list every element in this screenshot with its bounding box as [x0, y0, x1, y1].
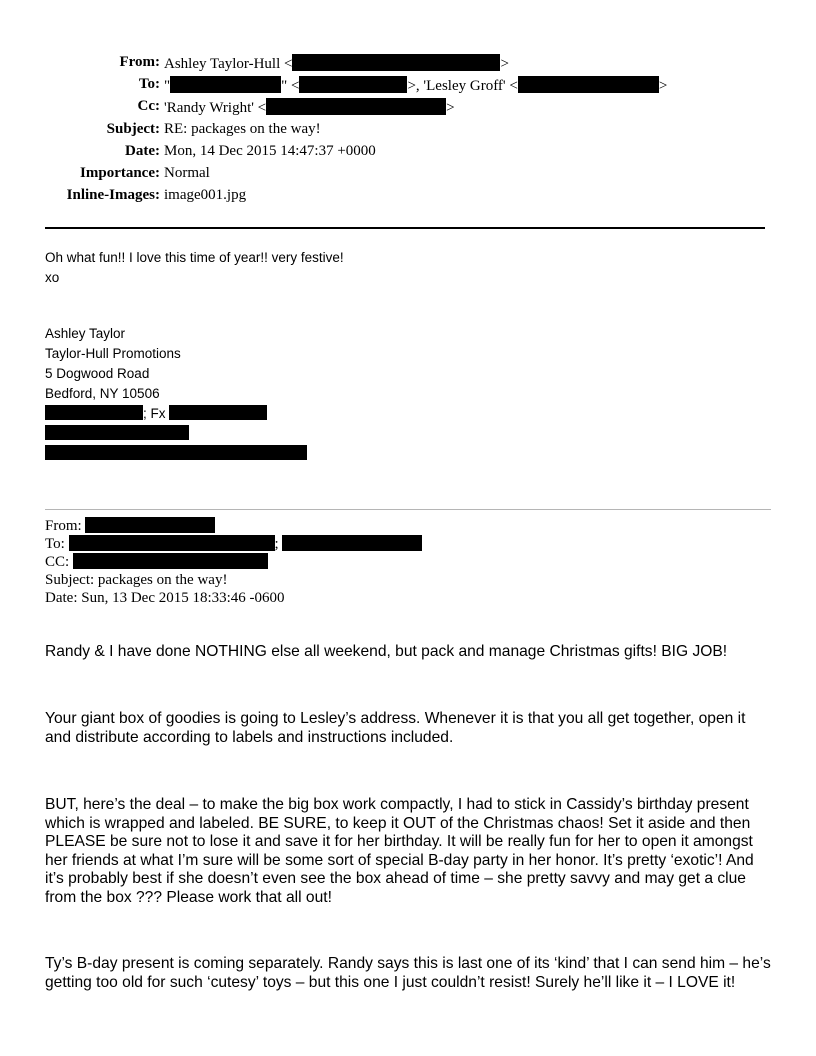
redacted-to-email	[299, 76, 407, 93]
signature-company: Taylor-Hull Promotions	[45, 346, 181, 361]
signature-city: Bedford, NY 10506	[45, 386, 160, 401]
signature-street: 5 Dogwood Road	[45, 366, 150, 381]
date-label: Date:	[125, 142, 160, 159]
date-value: Mon, 14 Dec 2015 14:47:37 +0000	[164, 142, 376, 159]
redacted-fwd-cc	[73, 553, 268, 569]
inline-images-value: image001.jpg	[164, 187, 247, 204]
signature-block	[45, 324, 307, 464]
header-inline-images-row	[0, 187, 816, 209]
header-divider	[45, 227, 765, 229]
fwd-to-semicolon: ;	[274, 536, 279, 552]
redacted-cc-email	[266, 98, 446, 115]
inline-images-label: Inline-Images:	[66, 187, 160, 204]
fwd-from-label: From:	[45, 518, 82, 534]
header-from-row	[0, 54, 816, 76]
fwd-subject: Subject: packages on the way!	[45, 572, 228, 588]
signature-name: Ashley Taylor	[45, 326, 126, 341]
header-subject-row	[0, 121, 816, 143]
reply-line-1: Oh what fun!! I love this time of year!! very festive!	[45, 250, 344, 265]
fwd-to-label: To:	[45, 536, 65, 552]
redacted-to-name	[170, 76, 281, 93]
fwd-date: Date: Sun, 13 Dec 2015 18:33:46 -0600	[45, 590, 285, 606]
fwd-cc-label: CC:	[45, 554, 70, 570]
forwarded-header	[45, 517, 422, 607]
subject-label: Subject:	[106, 120, 160, 137]
fwd-from-row	[45, 517, 422, 535]
header-cc-row	[0, 98, 816, 120]
from-gt: >	[500, 56, 509, 72]
email-header	[0, 54, 816, 209]
to-label: To:	[138, 76, 160, 93]
from-name: Ashley Taylor-Hull <	[164, 56, 293, 72]
to-quote-open: "	[164, 78, 171, 95]
from-label: From:	[119, 54, 160, 70]
redacted-fax	[169, 405, 267, 420]
signature-phone-row	[45, 404, 307, 424]
cc-name: 'Randy Wright' <	[164, 100, 267, 117]
reply-text	[45, 248, 344, 288]
redacted-from-email	[292, 54, 500, 71]
redacted-fwd-to-1	[69, 535, 275, 551]
importance-value: Normal	[164, 164, 210, 181]
header-importance-row	[0, 165, 816, 187]
body-paragraph-4: Ty’s B-day present is coming separately. Randy says this is last one of its ‘kind’ that I can send him – he’s getting too old for such ‘cutesy’ toys – but this one I just couldn’t resist! Surely he’ll like it – I LOVE it!	[45, 955, 771, 991]
redacted-signature-line-2	[45, 445, 307, 460]
signature-redacted-row-1	[45, 424, 307, 444]
body-paragraph-1: Randy & I have done NOTHING else all weekend, but pack and manage Christmas gifts! BIG JOB!	[45, 643, 728, 660]
body-paragraph-3: BUT, here’s the deal – to make the big box work compactly, I had to stick in Cassidy’s birthday present which is wrapped and labeled. BE SURE, to keep it OUT of the Christmas chaos! Set it aside and then PLEASE be sure not to lose it and save it for her birthday. It will be really fun for her to open it amongst her friends at what I’m sure will be some sort of special B-day party in her honor. It’s pretty ‘exotic’! And it’s probably best if she doesn’t even see the box ahead of time – she pretty savvy and may get a clue from the box ??? Please work that all out!	[45, 796, 754, 906]
header-date-row	[0, 143, 816, 165]
redacted-phone	[45, 405, 143, 420]
forward-divider	[45, 509, 771, 510]
redacted-signature-line-1	[45, 425, 189, 440]
to-mid: >, 'Lesley Groff' <	[407, 78, 518, 95]
reply-line-2: xo	[45, 270, 60, 285]
redacted-lesley-email	[518, 76, 659, 93]
cc-label: Cc:	[137, 98, 160, 115]
cc-gt: >	[446, 100, 455, 117]
redacted-fwd-from	[85, 517, 215, 533]
fwd-cc-row	[45, 553, 422, 571]
body-paragraph-2: Your giant box of goodies is going to Lesley’s address. Whenever it is that you all get together, open it and distribute according to labels and instructions included.	[45, 710, 746, 746]
fwd-to-row	[45, 535, 422, 553]
redacted-fwd-to-2	[282, 535, 422, 551]
subject-value: RE: packages on the way!	[164, 120, 321, 137]
signature-redacted-row-2	[45, 444, 307, 464]
to-gt: >	[658, 78, 668, 95]
importance-label: Importance:	[80, 164, 160, 181]
fax-separator: ; Fx	[143, 406, 166, 421]
to-quote-close: " <	[281, 78, 300, 95]
header-to-row	[0, 76, 816, 98]
